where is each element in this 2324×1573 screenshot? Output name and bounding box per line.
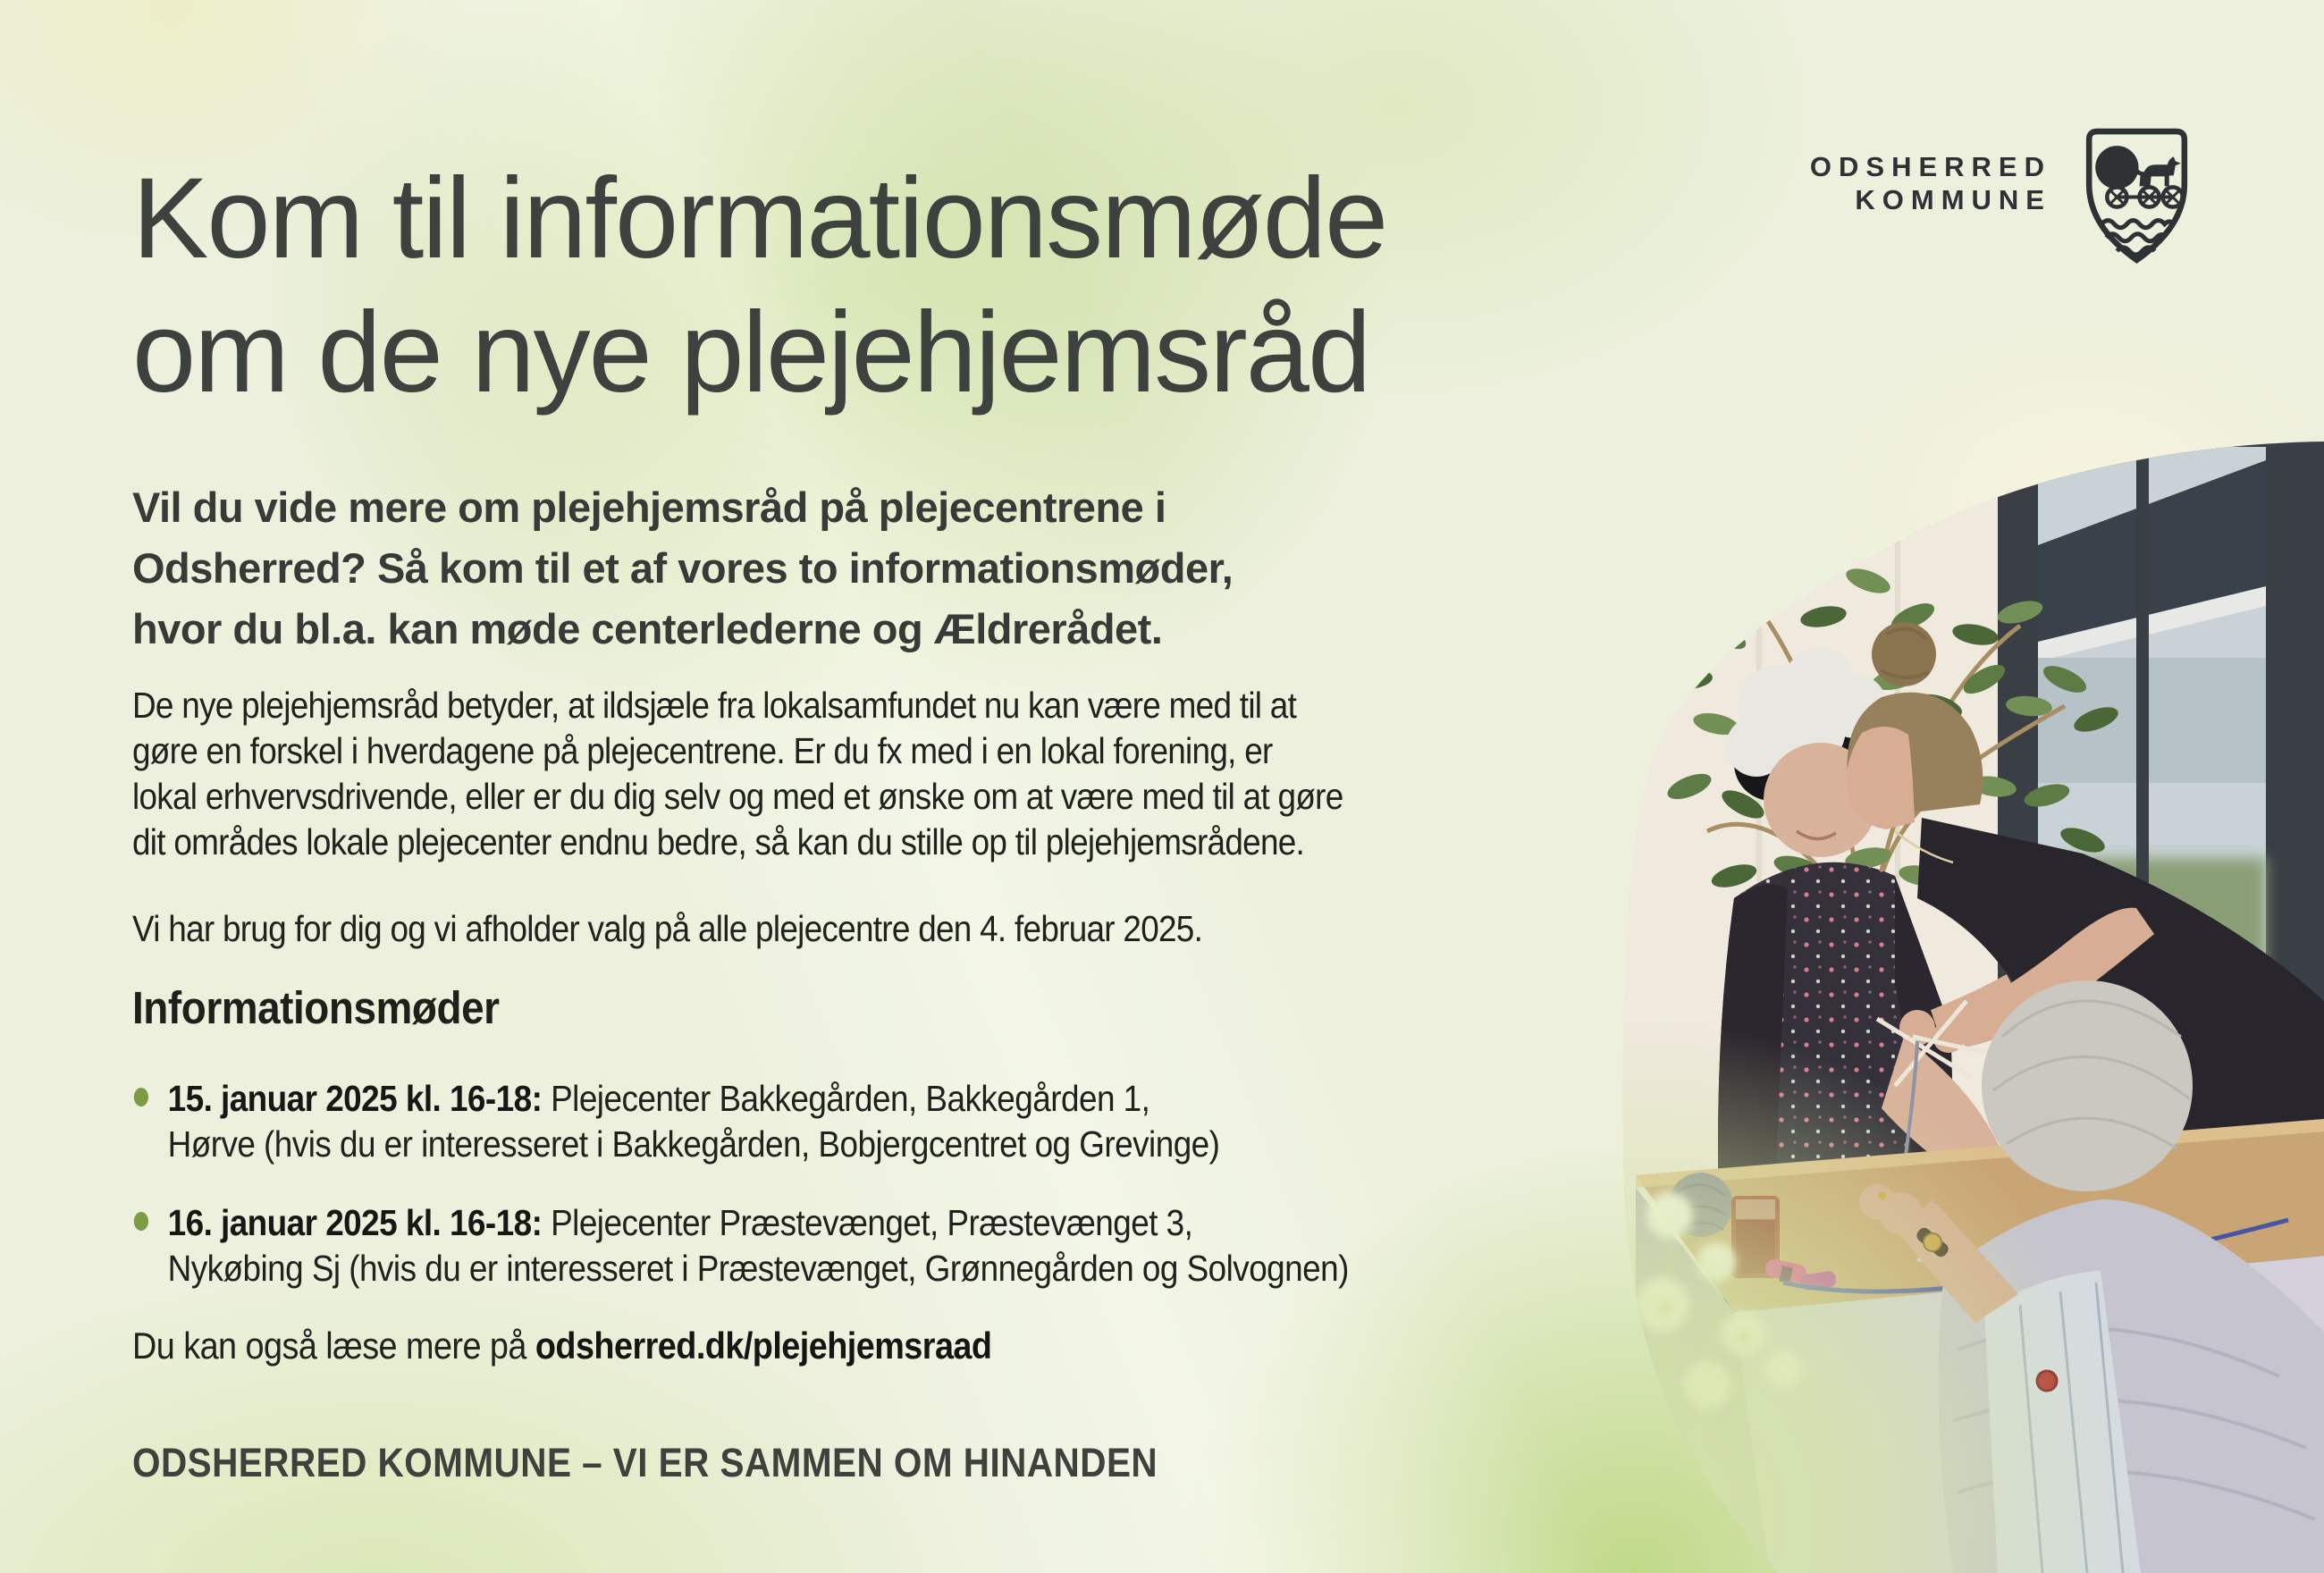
intro-paragraph: [132, 477, 1233, 660]
meeting-item-1: [132, 1076, 1349, 1167]
photo-illustration: [1600, 411, 2324, 1573]
title-line2: om de nye plejehjemsråd: [132, 289, 1370, 416]
bullet-icon: [134, 1212, 148, 1231]
body-paragraph: [132, 683, 1343, 865]
body-line1: De nye plejehjemsråd betyder, at ildsjæle fra lokalsamfundet nu kan være med til at: [132, 685, 1297, 726]
body-line4: dit områdes lokale plejecenter endnu bedre, så kan du stille op til plejehjemsrådene.: [132, 821, 1305, 862]
election-callout: Vi har brug for dig og vi afholder valg på alle plejecentre den 4. februar 2025.: [132, 908, 1203, 949]
title-line1: Kom til informationsmøde: [132, 155, 1387, 282]
logo-name-line1: ODSHERRED: [1809, 151, 2051, 182]
meeting-1-date: 15. januar 2025 kl. 16-18:: [167, 1078, 543, 1119]
body-line2: gøre en forskel i hverdagene på plejecentrene. Er du fx med i en lokal forening, er: [132, 730, 1273, 771]
body-line3: lokal erhvervsdrivende, eller er du dig selv og med et ønske om at være med til at gøre: [132, 776, 1343, 817]
more-info-line: [132, 1323, 991, 1369]
meeting-1-details: Hørve (hvis du er interesseret i Bakkegården, Bobjergcentret og Grevinge): [167, 1123, 1220, 1165]
meeting-2-date: 16. januar 2025 kl. 16-18:: [167, 1202, 543, 1243]
meeting-item-text: [168, 1078, 1220, 1165]
intro-line1: Vil du vide mere om plejehjemsråd på plejecentrene i: [132, 484, 1166, 531]
photo-green-wash: [1600, 411, 2324, 1573]
logo-wordmark: [1810, 150, 2051, 216]
meeting-1-location: Plejecenter Bakkegården, Bakkegården 1,: [542, 1078, 1150, 1119]
meeting-2-location: Plejecenter Præstevænget, Præstevænget 3,: [542, 1202, 1193, 1243]
intro-line3: hvor du bl.a. kan møde centerlederne og Ældrerådet.: [132, 605, 1163, 652]
page-title: [132, 152, 1386, 420]
municipal-crest-icon: [2080, 125, 2193, 271]
intro-line2: Odsherred? Så kom til et af vores to informationsmøder,: [132, 544, 1234, 592]
meetings-list: [132, 1076, 1349, 1325]
more-info-prefix: Du kan også læse mere på: [132, 1325, 535, 1367]
website-url: odsherred.dk/plejehjemsraad: [535, 1325, 992, 1367]
footer-slogan: ODSHERRED KOMMUNE – VI ER SAMMEN OM HINANDEN: [132, 1440, 1158, 1485]
logo-name-line2: KOMMUNE: [1855, 184, 2051, 215]
meetings-heading: Informationsmøder: [132, 982, 500, 1033]
meeting-item-text: [168, 1202, 1349, 1289]
photo-circle: [1600, 411, 2324, 1573]
meeting-2-details: Nykøbing Sj (hvis du er interesseret i Præstevænget, Grønnegården og Solvognen): [167, 1248, 1349, 1289]
bullet-icon: [134, 1088, 148, 1106]
meeting-item-2: [132, 1200, 1349, 1291]
